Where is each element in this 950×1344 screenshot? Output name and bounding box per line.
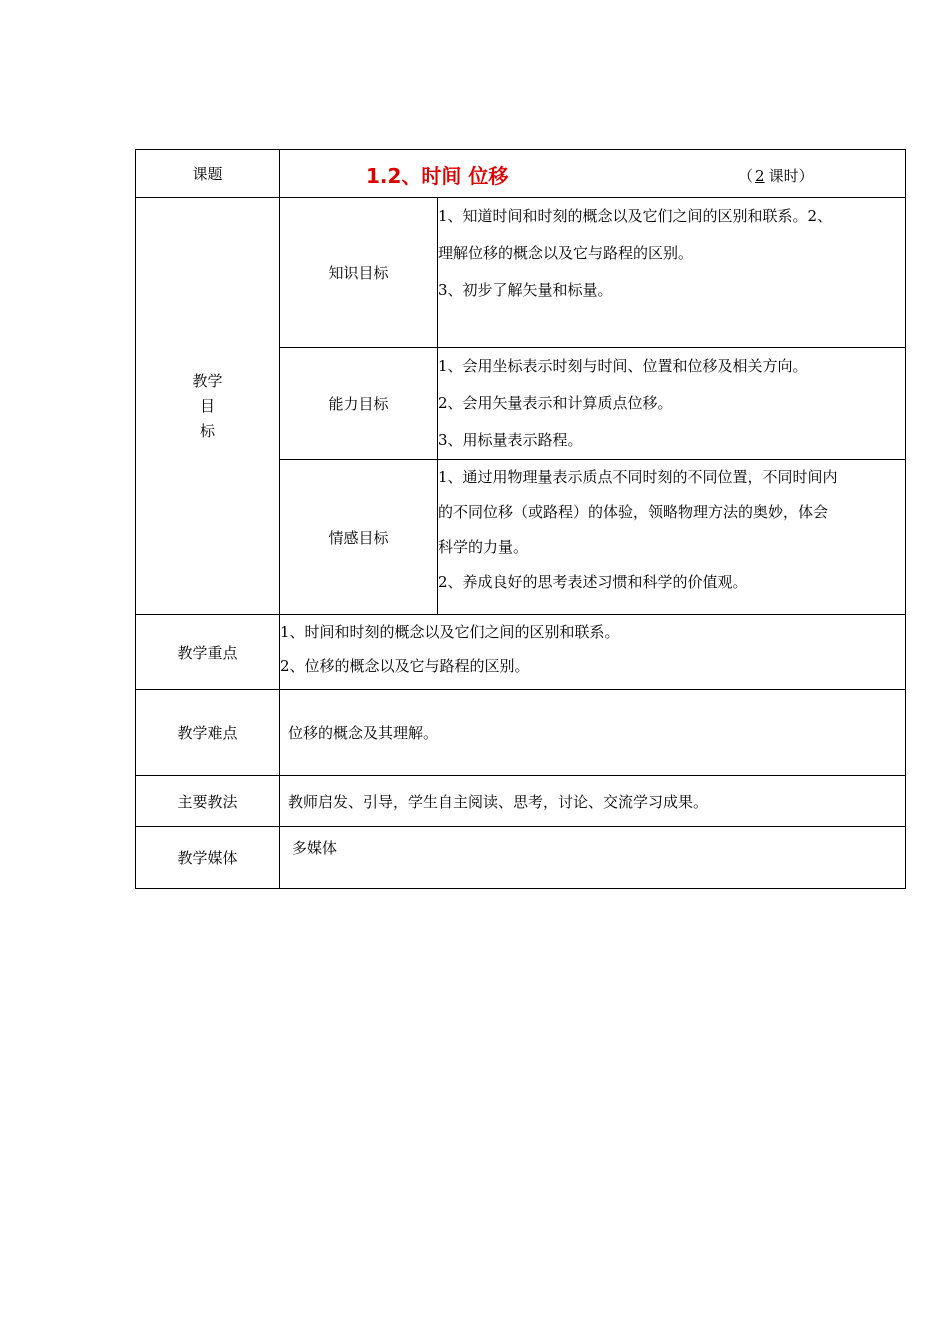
key-points-label: 教学重点 [136,615,280,690]
topic-label: 课题 [136,150,280,198]
emotion-label: 情感目标 [280,460,438,615]
difficulties-row [136,690,906,776]
title-row [136,150,906,198]
ability-items [438,348,906,460]
list-item: 科学的力量。 [438,538,529,556]
list-item: 1、通过用物理量表示质点不同时刻的不同位置，不同时间内 [438,468,838,486]
list-item: 理解位移的概念以及它与路程的区别。 [438,244,694,262]
list-item: 1、会用坐标表示时刻与时间、位置和位移及相关方向。 [438,357,808,375]
methods-text: 教师启发、引导，学生自主阅读、思考，讨论、交流学习成果。 [280,776,906,827]
objectives-label-line: 教学 [192,371,223,390]
emotion-items [438,460,906,615]
key-points-items [280,615,906,690]
methods-row [136,776,906,827]
objectives-label-line: 标 [199,421,215,440]
list-item: 3、初步了解矢量和标量。 [438,281,613,299]
list-item: 2、养成良好的思考表述习惯和科学的价值观。 [438,573,748,591]
class-hours [738,165,814,186]
lesson-plan-table [135,149,906,889]
difficulties-label: 教学难点 [136,690,280,776]
difficulties-text: 位移的概念及其理解。 [280,690,906,776]
ability-label: 能力目标 [280,348,438,460]
methods-label: 主要教法 [136,776,280,827]
knowledge-row [136,198,906,348]
knowledge-label: 知识目标 [280,198,438,348]
media-row [136,827,906,889]
list-item: 3、用标量表示路程。 [438,431,583,449]
objectives-label-line: 目 [199,396,215,415]
list-item: 1、时间和时刻的概念以及它们之间的区别和联系。 [280,623,620,641]
list-item: 2、位移的概念以及它与路程的区别。 [280,657,530,675]
hours-number: 2 [755,167,765,185]
list-item: 1、知道时间和时刻的概念以及它们之间的区别和联系。2、 [438,207,833,225]
key-points-row [136,615,906,690]
title-cell [280,150,906,198]
list-item: 2、会用矢量表示和计算质点位移。 [438,394,673,412]
media-label: 教学媒体 [136,827,280,889]
hours-open: （ [738,167,754,185]
knowledge-items [438,198,906,348]
objectives-label [136,198,280,615]
hours-close: 课时） [768,167,814,185]
media-text: 多媒体 [280,827,906,889]
lesson-title: 1.2、时间 位移 [366,164,509,188]
list-item: 的不同位移（或路程）的体验，领略物理方法的奥妙，体会 [438,503,829,521]
